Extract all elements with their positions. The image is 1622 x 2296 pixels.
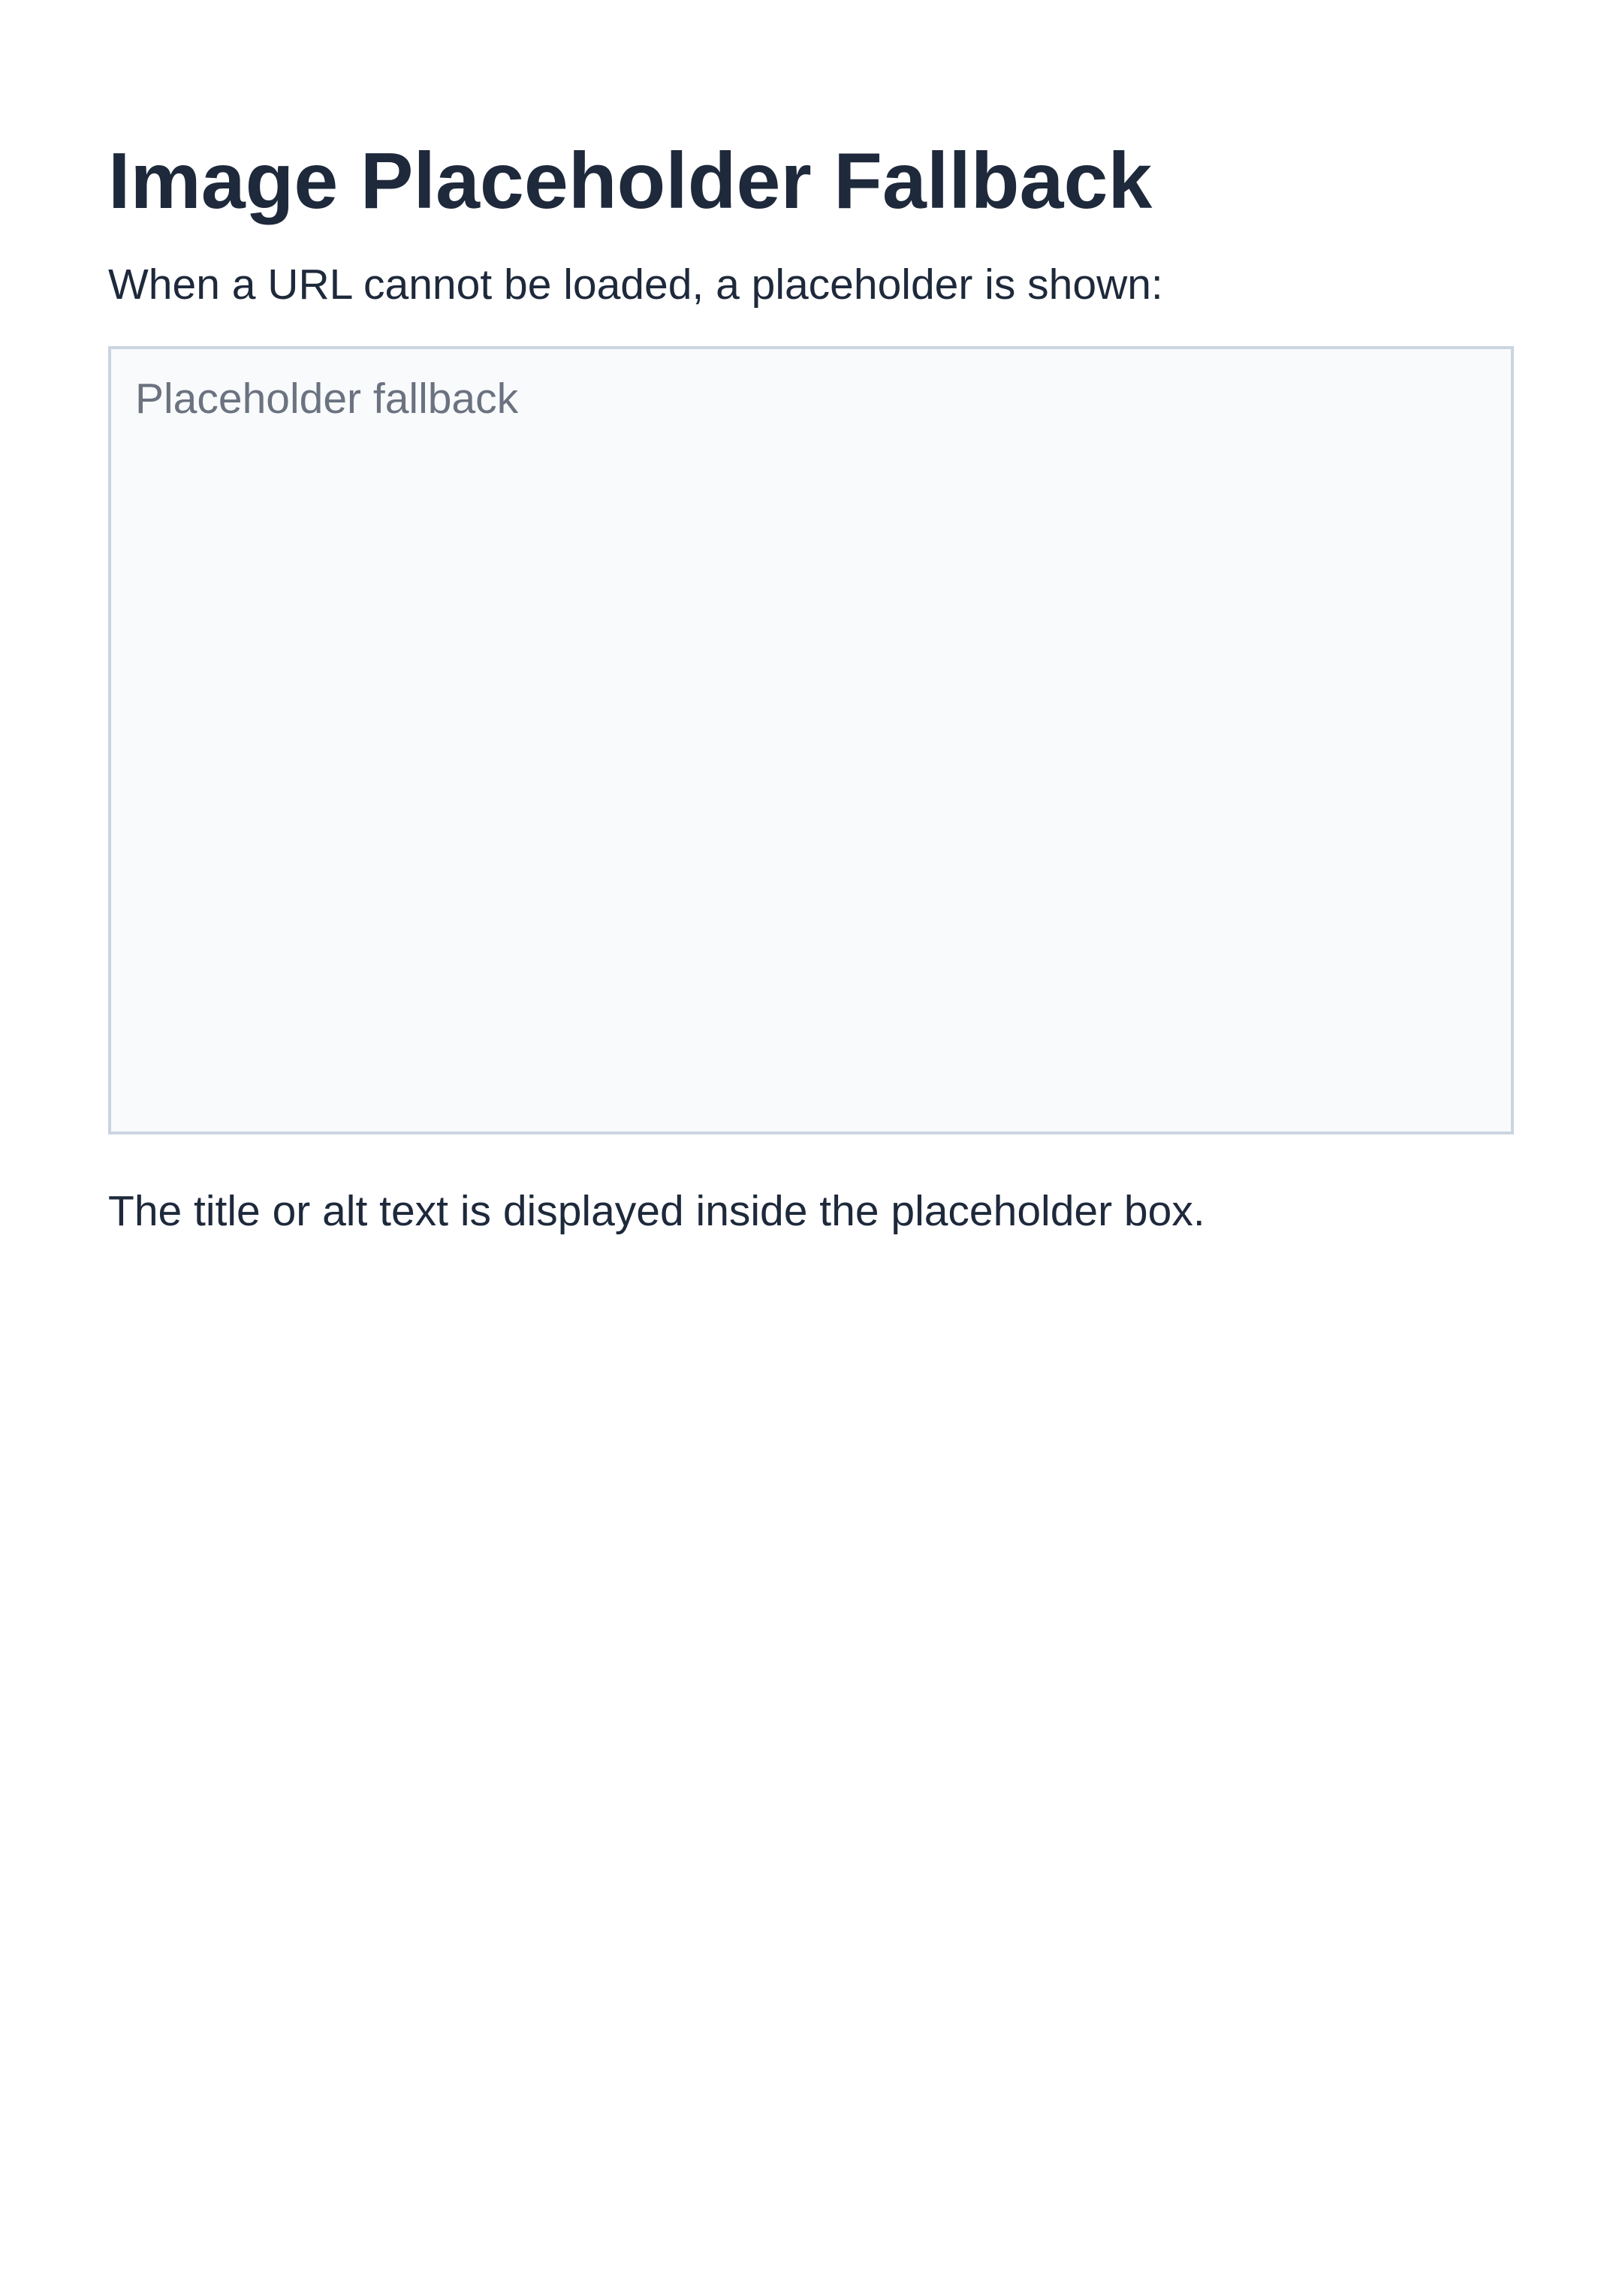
- image-placeholder-box: [108, 346, 1514, 1134]
- page-title: Image Placeholder Fallback: [108, 137, 1153, 225]
- caption-paragraph: The title or alt text is displayed inside the placeholder box.: [108, 1186, 1205, 1235]
- intro-paragraph: When a URL cannot be loaded, a placeholder is shown:: [108, 261, 1163, 309]
- placeholder-fallback-text: Placeholder fallback: [135, 374, 519, 423]
- page-root: [0, 134, 1622, 2296]
- content-column: [0, 134, 1622, 1243]
